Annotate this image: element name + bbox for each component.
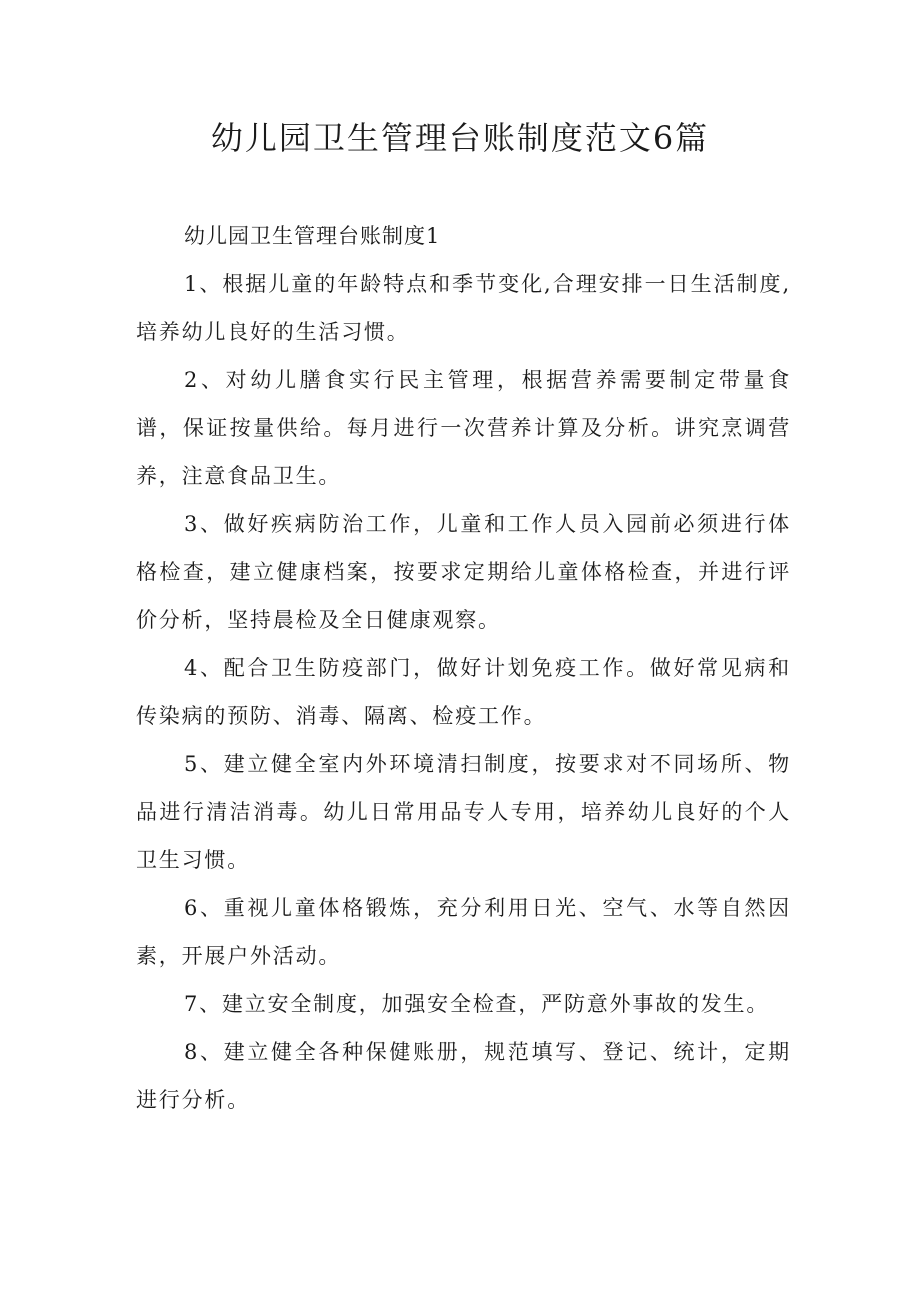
- paragraph-item-2: 2、对幼儿膳食实行民主管理，根据营养需要制定带量食谱，保证按量供给。每月进行一次营养计算及分析。讲究烹调营养，注意食品卫生。: [136, 368, 791, 488]
- paragraph-item-7: 7、建立安全制度，加强安全检查，严防意外事故的发生。: [184, 992, 770, 1016]
- paragraph-item-6: 6、重视儿童体格锻炼，充分利用日光、空气、水等自然因素，开展户外活动。: [136, 896, 791, 968]
- paragraph-item-5: 5、建立健全室内外环境清扫制度，按要求对不同场所、物品进行清洁消毒。幼儿日常用品专人专用，培养幼儿良好的个人卫生习惯。: [136, 752, 791, 872]
- section-heading: 幼儿园卫生管理台账制度1: [184, 224, 441, 248]
- paragraph-item-1: 1、根据儿童的年龄特点和季节变化,合理安排一日生活制度,培养幼儿良好的生活习惯。: [136, 272, 791, 344]
- paragraph-item-4: 4、配合卫生防疫部门，做好计划免疫工作。做好常见病和传染病的预防、消毒、隔离、检疫工作。: [136, 656, 791, 728]
- paragraph-item-8: 8、建立健全各种保健账册，规范填写、登记、统计，定期进行分析。: [136, 1040, 791, 1112]
- paragraph-item-3: 3、做好疾病防治工作，儿童和工作人员入园前必须进行体格检查，建立健康档案，按要求定期给儿童体格检查，并进行评价分析，坚持晨检及全日健康观察。: [136, 512, 791, 632]
- document-body: [136, 212, 791, 1124]
- document-title: 幼儿园卫生管理台账制度范文6篇: [210, 119, 710, 157]
